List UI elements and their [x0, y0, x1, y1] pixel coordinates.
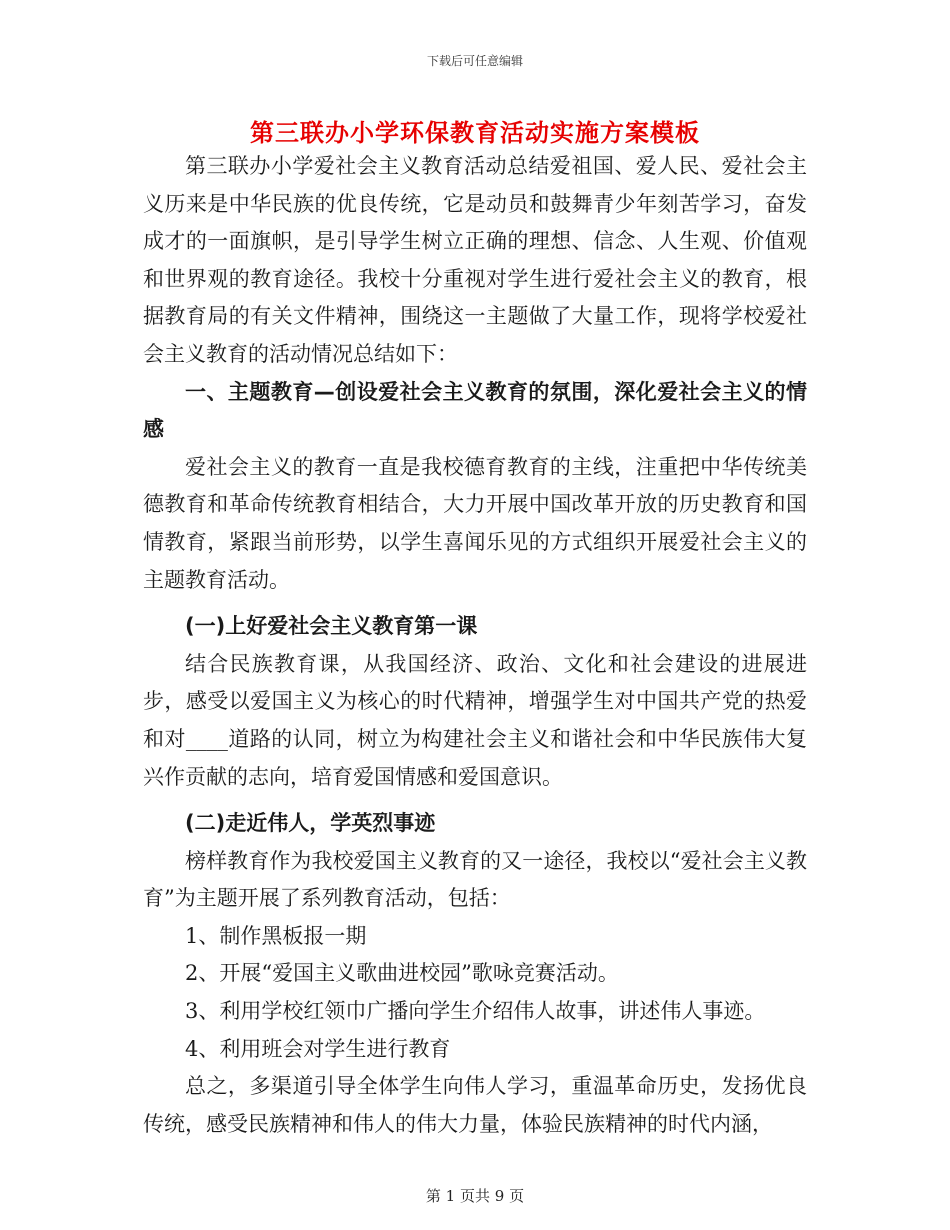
page-header: 下载后可任意编辑 — [426, 54, 523, 68]
document-title: 第三联办小学环保教育活动实施方案模板 — [250, 119, 700, 147]
list-item-3: 3、利用学校红领巾广播向学生介绍伟人故事，讲述伟人事迹。 — [185, 999, 766, 1024]
page-footer: 第 1 页共 9 页 — [425, 1187, 525, 1205]
subsection-heading-1: (一)上好爱社会主义教育第一课 — [185, 614, 478, 639]
list-item-1: 1、制作黑板报一期 — [185, 923, 367, 948]
paragraph-3: 结合民族教育课，从我国经济、政治、文化和社会建设的进展进步，感受以爱国主义为核心的时代精神，增强学生对中国共产党的热爱和对____道路的认同，树立为构建社会主义和谐社会和中华民族伟大复兴作贡献的志向，培育爱国情感和爱国意识。 — [143, 651, 807, 789]
list-item-4: 4、利用班会对学生进行教育 — [185, 1036, 451, 1061]
paragraph-2: 爱社会主义的教育一直是我校德育教育的主线，注重把中华传统美德教育和革命传统教育相结合，大力开展中国改革开放的历史教育和国情教育，紧跟当前形势，以学生喜闻乐见的方式组织开展爱社会主义的主题教育活动。 — [143, 454, 807, 592]
subsection-heading-2: (二)走近伟人，学英烈事迹 — [185, 811, 436, 836]
intro-paragraph: 第三联办小学爱社会主义教育活动总结爱祖国、爱人民、爱社会主义历来是中华民族的优良传统，它是动员和鼓舞青少年刻苦学习，奋发成才的一面旗帜，是引导学生树立正确的理想、信念、人生观、价值观和世界观的教育途径。我校十分重视对学生进行爱社会主义的教育，根据教育局的有关文件精神，围绕这一主题做了大量工作，现将学校爱社会主义教育的活动情况总结如下： — [143, 154, 807, 366]
paragraph-4: 榜样教育作为我校爱国主义教育的又一途径，我校以“爱社会主义教育”为主题开展了系列教育活动，包括： — [143, 848, 807, 911]
paragraph-5: 总之，多渠道引导全体学生向伟人学习，重温革命历史，发扬优良传统，感受民族精神和伟人的伟大力量，体验民族精神的时代内涵， — [143, 1074, 807, 1136]
section-heading-1: 一、主题教育—创设爱社会主义教育的氛围，深化爱社会主义的情感 — [143, 379, 807, 442]
list-item-2: 2、开展“爱国主义歌曲进校园”歌咏竞赛活动。 — [185, 961, 619, 986]
document-body — [143, 148, 807, 1143]
